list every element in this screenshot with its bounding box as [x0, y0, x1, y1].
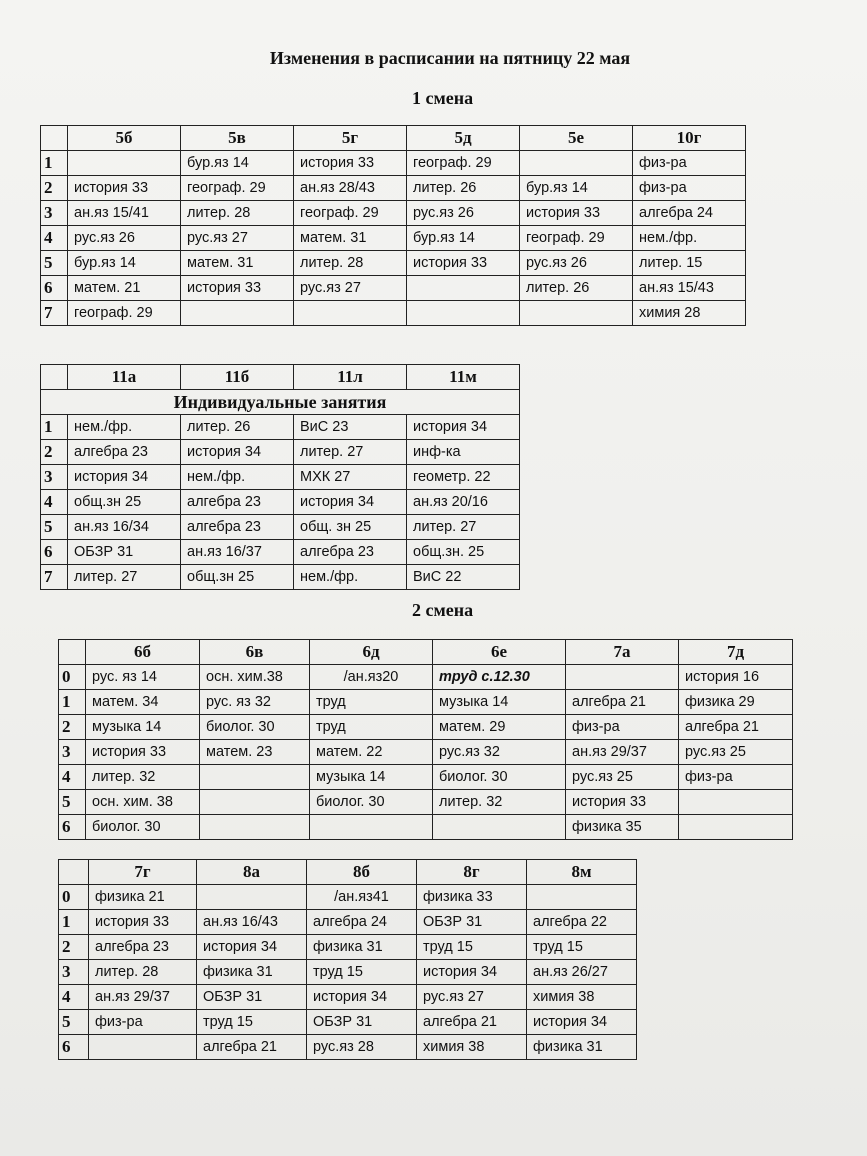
lesson-cell: физ-ра — [566, 715, 679, 740]
lesson-cell: матем. 22 — [310, 740, 433, 765]
lesson-cell: физика 33 — [417, 885, 527, 910]
class-header: 11б — [181, 365, 294, 390]
lesson-cell: ан.яз 29/37 — [566, 740, 679, 765]
class-header: 5г — [294, 126, 407, 151]
lesson-cell: труд с.12.30 — [433, 665, 566, 690]
lesson-cell: алгебра 23 — [181, 490, 294, 515]
lesson-cell: биолог. 30 — [310, 790, 433, 815]
lesson-cell: рус.яз 26 — [520, 251, 633, 276]
lesson-cell — [310, 815, 433, 840]
lesson-cell: ан.яз 16/34 — [68, 515, 181, 540]
lesson-cell: рус.яз 25 — [566, 765, 679, 790]
lesson-cell: физика 31 — [197, 960, 307, 985]
lesson-cell: биолог. 30 — [200, 715, 310, 740]
lesson-cell — [520, 301, 633, 326]
lesson-cell — [200, 765, 310, 790]
lesson-cell — [407, 276, 520, 301]
lesson-cell: ан.яз 28/43 — [294, 176, 407, 201]
lesson-cell: ОБЗР 31 — [68, 540, 181, 565]
lesson-cell: физика 35 — [566, 815, 679, 840]
lesson-number: 7 — [41, 565, 68, 590]
lesson-cell: ан.яз 15/43 — [633, 276, 746, 301]
lesson-cell — [181, 301, 294, 326]
table-row — [41, 201, 746, 226]
lesson-cell: МХК 27 — [294, 465, 407, 490]
lesson-number: 1 — [41, 151, 68, 176]
lesson-cell: химия 28 — [633, 301, 746, 326]
lesson-cell: ВиС 23 — [294, 415, 407, 440]
class-header: 6в — [200, 640, 310, 665]
lesson-number: 5 — [41, 251, 68, 276]
lesson-cell: труд — [310, 715, 433, 740]
lesson-cell: рус. яз 14 — [86, 665, 200, 690]
table-row — [41, 415, 520, 440]
lesson-cell: рус.яз 32 — [433, 740, 566, 765]
table-row — [59, 715, 793, 740]
class-header: 11л — [294, 365, 407, 390]
table-row — [59, 790, 793, 815]
schedule-table-5-10 — [40, 125, 746, 326]
lesson-number: 3 — [59, 960, 89, 985]
lesson-cell: географ. 29 — [68, 301, 181, 326]
lesson-cell: история 34 — [527, 1010, 637, 1035]
class-header: 8м — [527, 860, 637, 885]
lesson-cell: географ. 29 — [181, 176, 294, 201]
class-header: 8б — [307, 860, 417, 885]
class-header: 10г — [633, 126, 746, 151]
table-row — [59, 960, 637, 985]
header-row — [41, 365, 520, 390]
lesson-number: 6 — [59, 815, 86, 840]
page-title: Изменения в расписании на пятницу 22 мая — [269, 48, 631, 68]
lesson-cell: географ. 29 — [520, 226, 633, 251]
lesson-cell: ан.яз 16/43 — [197, 910, 307, 935]
schedule-table-11 — [40, 364, 520, 590]
lesson-cell: литер. 32 — [433, 790, 566, 815]
lesson-cell: геометр. 22 — [407, 465, 520, 490]
lesson-cell — [407, 301, 520, 326]
lesson-cell: история 34 — [417, 960, 527, 985]
lesson-cell: инф-ка — [407, 440, 520, 465]
lesson-cell: ан.яз 16/37 — [181, 540, 294, 565]
lesson-cell: нем./фр. — [181, 465, 294, 490]
lesson-cell: история 33 — [181, 276, 294, 301]
table-row — [59, 765, 793, 790]
lesson-cell: алгебра 23 — [89, 935, 197, 960]
corner-cell — [59, 640, 86, 665]
lesson-cell: ОБЗР 31 — [307, 1010, 417, 1035]
lesson-number: 5 — [59, 1010, 89, 1035]
lesson-cell: алгебра 21 — [197, 1035, 307, 1060]
lesson-cell: история 33 — [407, 251, 520, 276]
table-row — [41, 515, 520, 540]
lesson-cell: литер. 26 — [520, 276, 633, 301]
class-header: 8г — [417, 860, 527, 885]
lesson-cell: литер. 27 — [68, 565, 181, 590]
lesson-cell: бур.яз 14 — [407, 226, 520, 251]
class-header: 5б — [68, 126, 181, 151]
table-row — [41, 440, 520, 465]
lesson-cell: ан.яз 29/37 — [89, 985, 197, 1010]
lesson-cell — [679, 815, 793, 840]
lesson-cell: труд 15 — [417, 935, 527, 960]
lesson-cell: история 34 — [181, 440, 294, 465]
table-row — [41, 276, 746, 301]
lesson-cell: история 16 — [679, 665, 793, 690]
lesson-cell: матем. 34 — [86, 690, 200, 715]
lesson-cell: литер. 27 — [407, 515, 520, 540]
lesson-cell — [200, 790, 310, 815]
lesson-cell: алгебра 23 — [181, 515, 294, 540]
lesson-number: 6 — [59, 1035, 89, 1060]
lesson-number: 2 — [59, 715, 86, 740]
lesson-cell: алгебра 21 — [417, 1010, 527, 1035]
lesson-cell — [197, 885, 307, 910]
table-row — [41, 565, 520, 590]
lesson-cell: история 33 — [566, 790, 679, 815]
lesson-cell: литер. 26 — [181, 415, 294, 440]
lesson-number: 1 — [59, 910, 89, 935]
lesson-cell: история 34 — [68, 465, 181, 490]
lesson-cell: алгебра 23 — [68, 440, 181, 465]
shift-2-label: 2 смена — [412, 600, 474, 620]
lesson-cell: алгебра 22 — [527, 910, 637, 935]
lesson-number: 2 — [59, 935, 89, 960]
lesson-cell: музыка 14 — [86, 715, 200, 740]
table-row — [59, 1035, 637, 1060]
lesson-cell: физика 31 — [307, 935, 417, 960]
lesson-cell: общ. зн 25 — [294, 515, 407, 540]
lesson-cell: рус.яз 26 — [407, 201, 520, 226]
lesson-cell — [679, 790, 793, 815]
span-row — [41, 390, 520, 415]
class-header: 7г — [89, 860, 197, 885]
lesson-cell: ан.яз 15/41 — [68, 201, 181, 226]
lesson-cell — [527, 885, 637, 910]
lesson-number: 3 — [41, 201, 68, 226]
class-header: 5д — [407, 126, 520, 151]
lesson-cell: литер. 27 — [294, 440, 407, 465]
lesson-cell: /ан.яз20 — [310, 665, 433, 690]
lesson-cell: труд — [310, 690, 433, 715]
class-header: 8а — [197, 860, 307, 885]
class-header: 6д — [310, 640, 433, 665]
lesson-cell: алгебра 23 — [294, 540, 407, 565]
lesson-number: 0 — [59, 885, 89, 910]
lesson-cell: рус.яз 28 — [307, 1035, 417, 1060]
lesson-cell: физ-ра — [89, 1010, 197, 1035]
lesson-cell: рус. яз 32 — [200, 690, 310, 715]
class-header: 7а — [566, 640, 679, 665]
lesson-cell: труд 15 — [307, 960, 417, 985]
table-row — [41, 490, 520, 515]
lesson-cell: физ-ра — [633, 151, 746, 176]
lesson-number: 4 — [41, 226, 68, 251]
corner-cell — [41, 126, 68, 151]
lesson-cell: алгебра 24 — [633, 201, 746, 226]
table-row — [41, 301, 746, 326]
lesson-cell: история 33 — [89, 910, 197, 935]
lesson-cell: физ-ра — [679, 765, 793, 790]
lesson-number: 4 — [59, 985, 89, 1010]
class-header: 11м — [407, 365, 520, 390]
lesson-cell: история 34 — [197, 935, 307, 960]
lesson-cell: литер. 15 — [633, 251, 746, 276]
lesson-cell: нем./фр. — [633, 226, 746, 251]
table-row — [41, 465, 520, 490]
lesson-cell: алгебра 24 — [307, 910, 417, 935]
lesson-cell: труд 15 — [527, 935, 637, 960]
lesson-cell: история 34 — [307, 985, 417, 1010]
lesson-cell: история 33 — [86, 740, 200, 765]
lesson-cell: история 34 — [294, 490, 407, 515]
table-row — [59, 1010, 637, 1035]
lesson-number: 6 — [41, 276, 68, 301]
lesson-cell: рус.яз 27 — [417, 985, 527, 1010]
lesson-cell: труд 15 — [197, 1010, 307, 1035]
schedule-table-6-7 — [58, 639, 793, 840]
lesson-cell: матем. 23 — [200, 740, 310, 765]
lesson-cell: ОБЗР 31 — [197, 985, 307, 1010]
lesson-cell: матем. 21 — [68, 276, 181, 301]
lesson-cell: литер. 32 — [86, 765, 200, 790]
individual-lessons-label: Индивидуальные занятия — [41, 390, 520, 415]
lesson-number: 4 — [41, 490, 68, 515]
table-row — [41, 540, 520, 565]
lesson-cell: матем. 31 — [294, 226, 407, 251]
table-row — [59, 885, 637, 910]
lesson-cell: матем. 29 — [433, 715, 566, 740]
class-header: 7д — [679, 640, 793, 665]
table-row — [59, 665, 793, 690]
table-row — [59, 815, 793, 840]
lesson-cell: литер. 28 — [294, 251, 407, 276]
header-row — [41, 126, 746, 151]
lesson-cell — [566, 665, 679, 690]
table-row — [59, 910, 637, 935]
lesson-cell: музыка 14 — [310, 765, 433, 790]
lesson-cell: географ. 29 — [407, 151, 520, 176]
lesson-cell — [200, 815, 310, 840]
lesson-cell: осн. хим.38 — [200, 665, 310, 690]
lesson-cell: географ. 29 — [294, 201, 407, 226]
lesson-cell: физика 29 — [679, 690, 793, 715]
lesson-cell: биолог. 30 — [86, 815, 200, 840]
lesson-cell: ан.яз 26/27 — [527, 960, 637, 985]
lesson-cell: химия 38 — [417, 1035, 527, 1060]
lesson-cell: рус.яз 25 — [679, 740, 793, 765]
lesson-number: 7 — [41, 301, 68, 326]
header-row — [59, 860, 637, 885]
lesson-cell: алгебра 21 — [566, 690, 679, 715]
lesson-cell: нем./фр. — [68, 415, 181, 440]
shift-1-label: 1 смена — [412, 88, 474, 108]
lesson-cell: литер. 28 — [89, 960, 197, 985]
lesson-cell: бур.яз 14 — [181, 151, 294, 176]
lesson-cell: ОБЗР 31 — [417, 910, 527, 935]
lesson-cell: ан.яз 20/16 — [407, 490, 520, 515]
corner-cell — [41, 365, 68, 390]
table-row — [59, 740, 793, 765]
lesson-cell: физика 21 — [89, 885, 197, 910]
lesson-cell: рус.яз 26 — [68, 226, 181, 251]
table-row — [41, 226, 746, 251]
lesson-cell: матем. 31 — [181, 251, 294, 276]
lesson-cell: литер. 28 — [181, 201, 294, 226]
lesson-cell: история 33 — [294, 151, 407, 176]
table-row — [41, 176, 746, 201]
class-header: 6е — [433, 640, 566, 665]
lesson-cell: физика 31 — [527, 1035, 637, 1060]
schedule-table-7-8 — [58, 859, 637, 1060]
lesson-cell: рус.яз 27 — [181, 226, 294, 251]
lesson-cell: общ.зн 25 — [68, 490, 181, 515]
lesson-cell: общ.зн. 25 — [407, 540, 520, 565]
table-row — [59, 690, 793, 715]
lesson-cell: /ан.яз41 — [307, 885, 417, 910]
lesson-cell: бур.яз 14 — [68, 251, 181, 276]
lesson-cell: ВиС 22 — [407, 565, 520, 590]
lesson-cell: химия 38 — [527, 985, 637, 1010]
lesson-number: 3 — [59, 740, 86, 765]
lesson-number: 5 — [41, 515, 68, 540]
lesson-cell — [520, 151, 633, 176]
lesson-cell — [89, 1035, 197, 1060]
lesson-number: 0 — [59, 665, 86, 690]
lesson-number: 2 — [41, 440, 68, 465]
table-row — [59, 985, 637, 1010]
lesson-number: 1 — [59, 690, 86, 715]
lesson-number: 6 — [41, 540, 68, 565]
lesson-cell — [433, 815, 566, 840]
lesson-cell — [294, 301, 407, 326]
lesson-cell: нем./фр. — [294, 565, 407, 590]
lesson-cell: история 33 — [68, 176, 181, 201]
lesson-cell: алгебра 21 — [679, 715, 793, 740]
class-header: 5е — [520, 126, 633, 151]
table-row — [41, 251, 746, 276]
class-header: 11а — [68, 365, 181, 390]
lesson-cell: история 34 — [407, 415, 520, 440]
lesson-cell: рус.яз 27 — [294, 276, 407, 301]
lesson-number: 1 — [41, 415, 68, 440]
lesson-cell: физ-ра — [633, 176, 746, 201]
lesson-number: 2 — [41, 176, 68, 201]
corner-cell — [59, 860, 89, 885]
lesson-number: 3 — [41, 465, 68, 490]
lesson-cell: литер. 26 — [407, 176, 520, 201]
table-row — [41, 151, 746, 176]
lesson-number: 4 — [59, 765, 86, 790]
lesson-cell — [68, 151, 181, 176]
lesson-cell: биолог. 30 — [433, 765, 566, 790]
lesson-cell: общ.зн 25 — [181, 565, 294, 590]
lesson-cell: осн. хим. 38 — [86, 790, 200, 815]
lesson-number: 5 — [59, 790, 86, 815]
lesson-cell: история 33 — [520, 201, 633, 226]
table-row — [59, 935, 637, 960]
class-header: 6б — [86, 640, 200, 665]
class-header: 5в — [181, 126, 294, 151]
lesson-cell: музыка 14 — [433, 690, 566, 715]
header-row — [59, 640, 793, 665]
lesson-cell: бур.яз 14 — [520, 176, 633, 201]
